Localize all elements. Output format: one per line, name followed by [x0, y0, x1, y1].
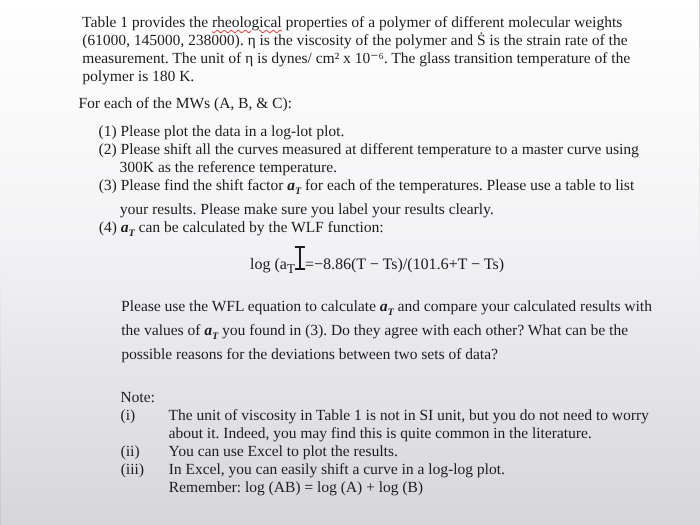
shift-factor-symbol: $a_T$	[204, 322, 219, 343]
note-text: In Excel, you can easily shift a curve in a log-log plot.	[168, 461, 505, 478]
question-paragraph	[121, 298, 652, 364]
task-text: (3) Please find the shift factor	[98, 177, 288, 194]
formula-subscript: T	[286, 261, 296, 277]
task-item-cont: 300K as the reference temperature.	[119, 159, 338, 176]
question-text: Please use the WFL equation to calculate	[121, 298, 380, 315]
note-title: Note:	[120, 389, 155, 406]
note-text: You can use Excel to plot the results.	[168, 443, 398, 460]
formula-text: =−8.86(T − Ts)/(101.6+T − Ts)	[305, 256, 505, 273]
intro-text: Table 1 provides the	[82, 14, 212, 31]
wlf-formula	[250, 251, 504, 277]
task-item-cont: your results. Please make sure you label your results clearly.	[119, 201, 494, 219]
question-line	[121, 322, 652, 346]
task-item	[99, 177, 639, 201]
task-item	[99, 219, 639, 243]
intro-line	[82, 14, 630, 32]
note-item	[121, 407, 649, 425]
note-text-cont: about it. Indeed, you may find this is quite common in the literature.	[168, 425, 592, 442]
task-item: (1) Please plot the data in a log-lot plot.	[98, 123, 345, 140]
intro-text: properties of a polymer of different molecular weights	[281, 14, 623, 31]
lead-line: For each of the MWs (A, B, & C):	[78, 95, 293, 112]
formula-text: log (a	[249, 256, 287, 273]
note-label: (i)	[120, 407, 136, 424]
question-line	[121, 298, 652, 322]
task-text: can be calculated by the WLF function:	[134, 219, 384, 237]
task-text: for each of the temperatures. Please use a table to list	[301, 177, 635, 194]
shift-factor-symbol: $a_T$	[120, 219, 135, 240]
question-text: and compare your calculated results with	[393, 298, 652, 315]
note-section	[120, 389, 649, 497]
shift-factor-symbol: $a_T$	[287, 177, 302, 198]
text-cursor-icon	[295, 251, 305, 271]
task-text: (4)	[98, 219, 121, 237]
note-text: The unit of viscosity in Table 1 is not in SI unit, but you do not need to worry	[168, 407, 649, 424]
question-text: you found in (3). Do they agree with each other? What can be the	[218, 322, 629, 340]
note-item	[121, 461, 649, 479]
question-text: the values of	[121, 322, 205, 340]
task-list	[99, 123, 640, 243]
note-text-cont: Remember: log (AB) = log (A) + log (B)	[168, 479, 424, 496]
intro-line: polymer is 180 K.	[82, 68, 195, 85]
question-line: possible reasons for the deviations between two sets of data?	[121, 346, 498, 364]
intro-line: (61000, 145000, 238000). η is the viscosity of the polymer and Ṡ is the strain rate of the	[82, 32, 628, 49]
intro-paragraph	[82, 14, 630, 86]
intro-line: measurement. The unit of η is dynes/ cm² x 10⁻⁶. The glass transition temperature of the	[82, 50, 631, 67]
note-label: (iii)	[120, 461, 145, 478]
note-label: (ii)	[120, 443, 140, 460]
misspelled-word: rheological	[211, 14, 282, 31]
task-item: (2) Please shift all the curves measured at different temperature to a master curve using	[98, 141, 639, 158]
shift-factor-symbol: $a_T$	[379, 298, 394, 319]
note-item	[121, 443, 649, 461]
